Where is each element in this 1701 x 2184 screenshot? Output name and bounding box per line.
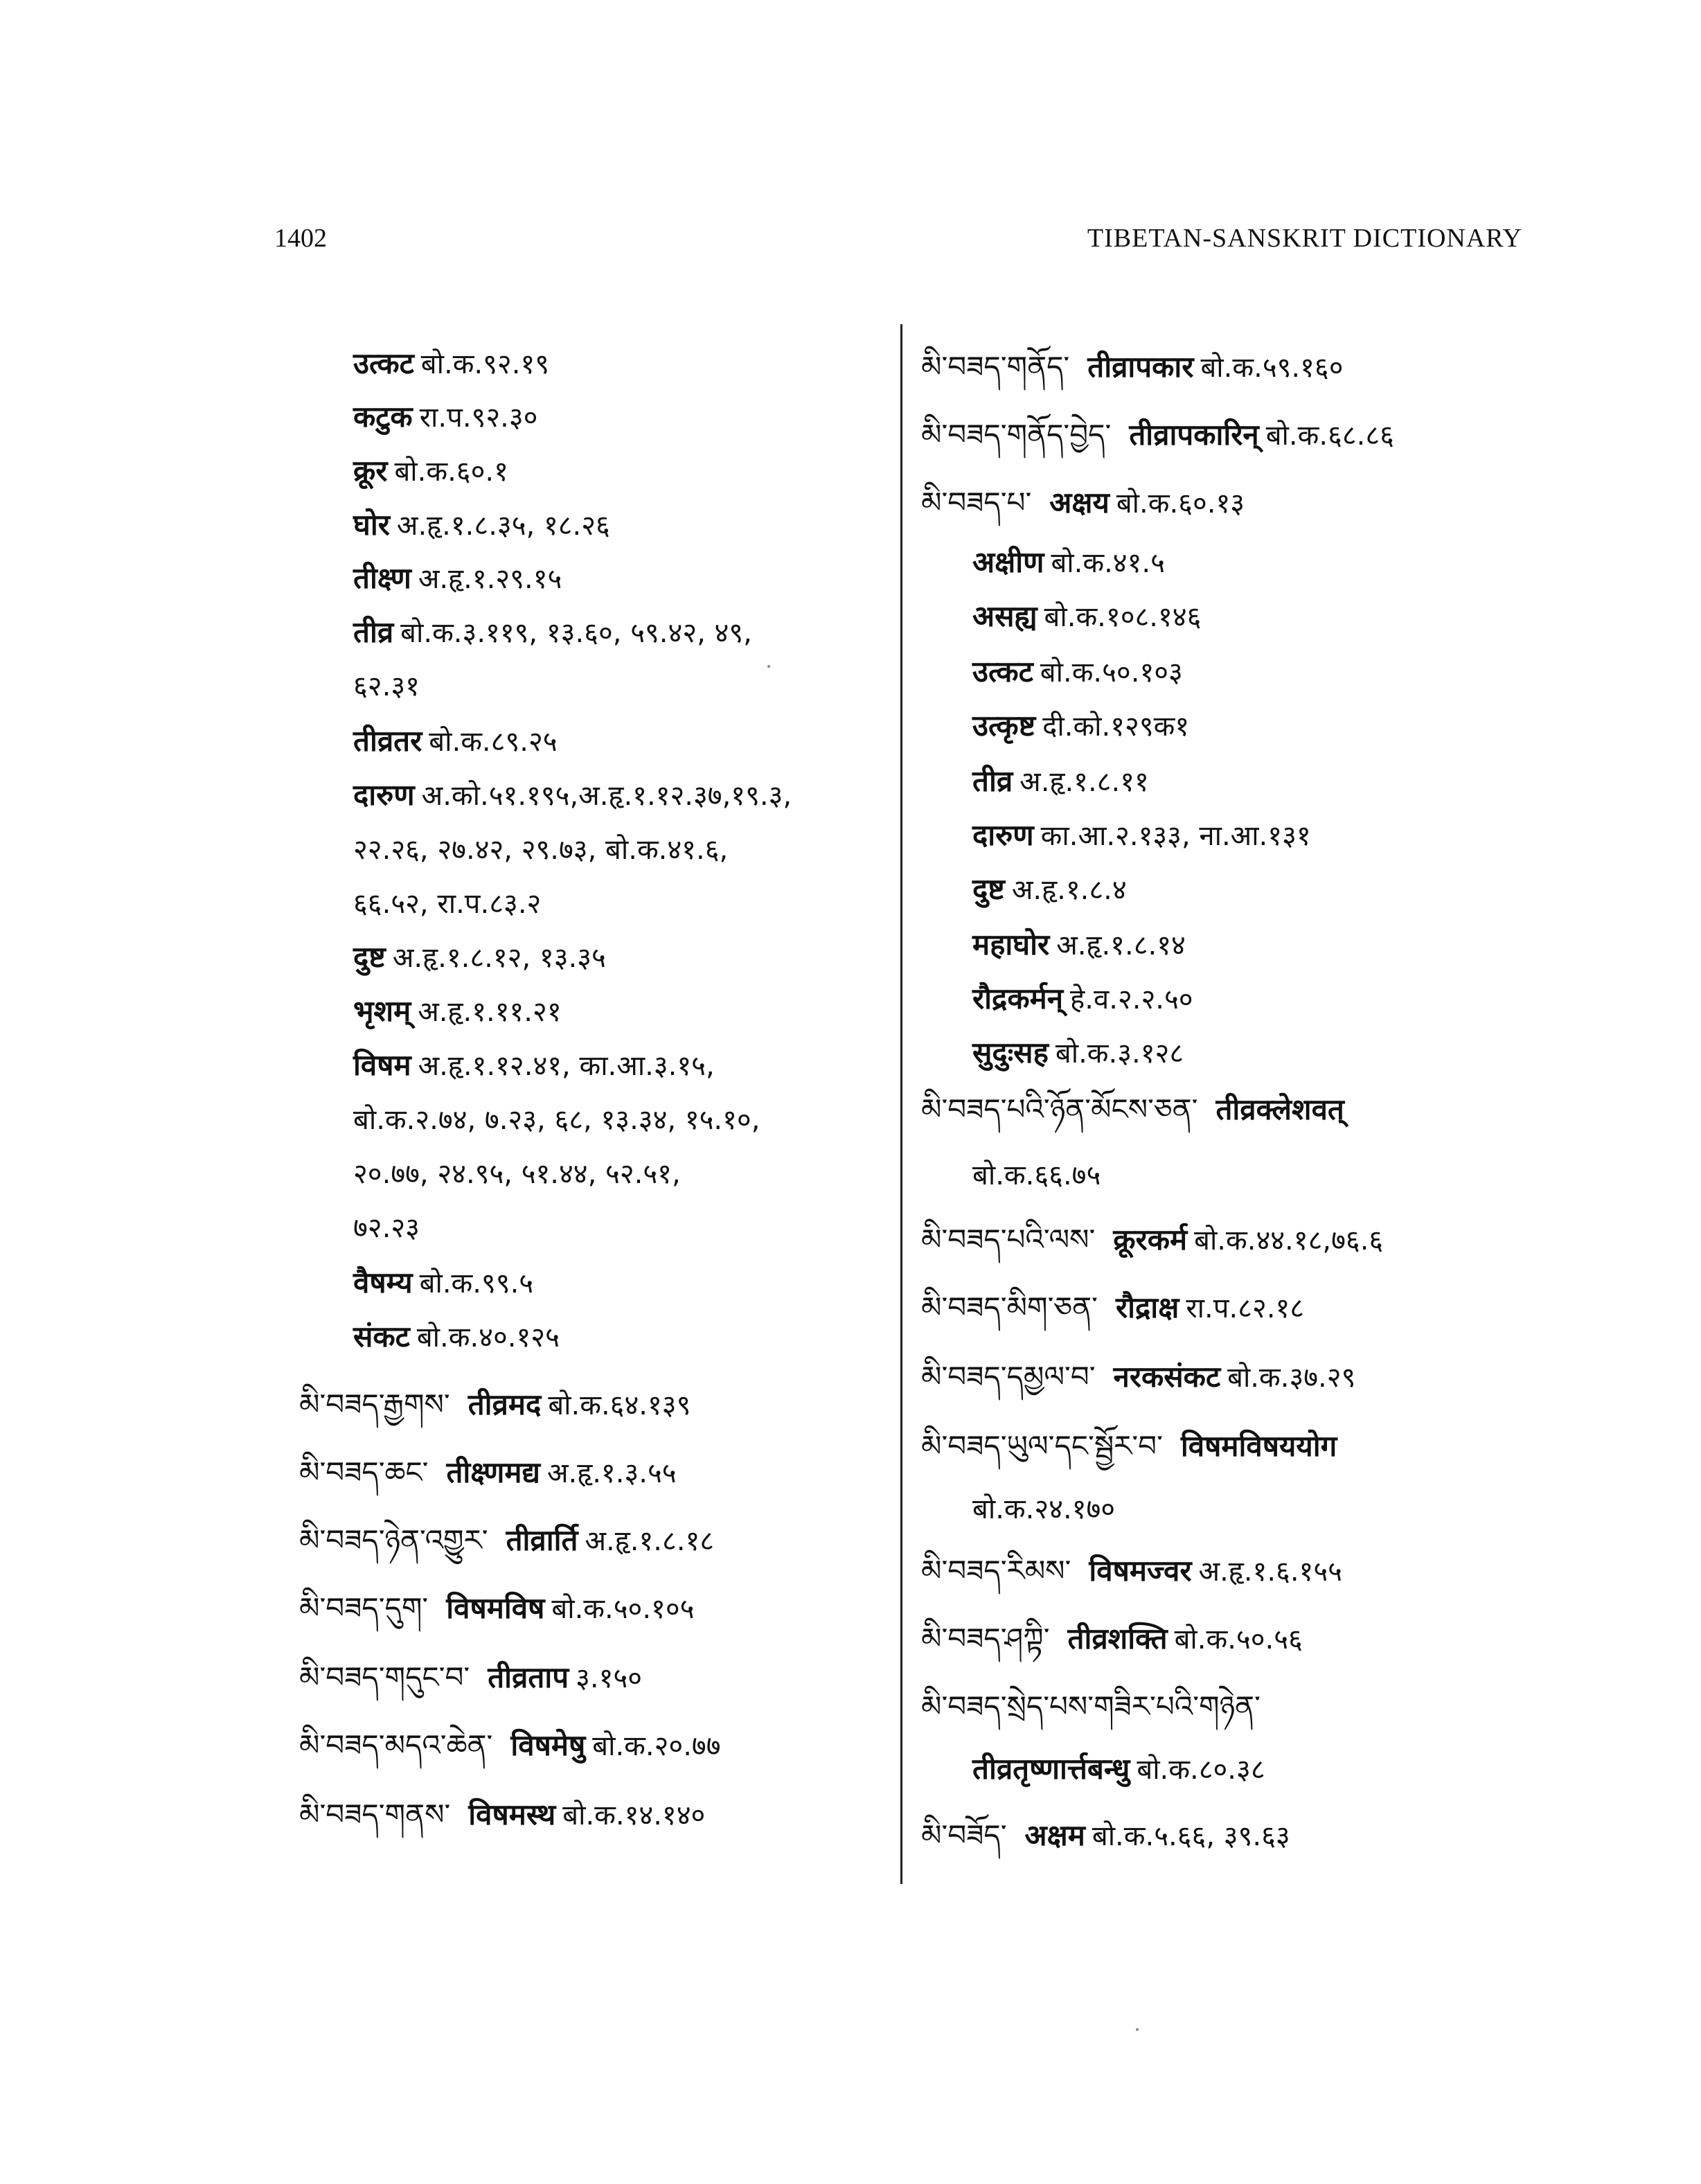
tibetan-headword: མི་བཟད་རིམས་	[921, 1554, 1071, 1588]
source-reference: का.आ.२.१३३, ना.आ.१३१	[1040, 820, 1311, 852]
dictionary-line	[972, 596, 1201, 637]
source-reference: बो.क.५९.१६०	[1200, 352, 1344, 384]
sanskrit-equivalent: विषमज्वर	[1089, 1554, 1192, 1588]
dictionary-line	[972, 869, 1127, 910]
source-reference: बो.क.९९.५	[419, 1268, 534, 1299]
dictionary-line	[353, 504, 610, 546]
tibetan-headword: མི་བཟད་དམྱལ་བ་	[921, 1360, 1096, 1394]
running-title: TIBETAN-SANSKRIT DICTIONARY	[1087, 224, 1522, 253]
source-reference: अ.हृ.१.८.११	[1019, 766, 1149, 798]
sanskrit-equivalent: रौद्रकर्मन्	[972, 982, 1064, 1015]
dictionary-line	[353, 450, 508, 492]
dictionary-line	[299, 1520, 714, 1561]
sanskrit-equivalent: विषमविषययोग	[1180, 1429, 1337, 1463]
source-reference: दी.को.१२९क१	[1042, 711, 1190, 743]
sanskrit-equivalent: कटुक	[353, 400, 413, 434]
source-reference: बो.क.९२.१९	[420, 348, 550, 380]
tibetan-headword: མི་བཟད་གནོད་	[921, 350, 1070, 384]
dictionary-line	[921, 1287, 1304, 1329]
sanskrit-equivalent: तीव्रमद	[467, 1387, 542, 1421]
dictionary-line	[299, 1657, 642, 1698]
sanskrit-equivalent: भृशम्	[353, 994, 411, 1028]
dictionary-line	[921, 1356, 1355, 1398]
dictionary-line	[921, 1618, 1303, 1660]
dictionary-line	[921, 1219, 1383, 1261]
sanskrit-equivalent: उत्कट	[972, 655, 1033, 689]
source-reference: बो.क.८०.३८	[1137, 1754, 1265, 1786]
sanskrit-equivalent: असह्य	[972, 599, 1037, 633]
dictionary-line	[353, 720, 558, 762]
source-reference: बो.क.६६.७५	[972, 1160, 1101, 1191]
dictionary-line	[972, 705, 1189, 747]
source-reference: रा.प.९२.३०	[419, 402, 538, 434]
source-reference: बो.क.४१.५	[1051, 547, 1165, 579]
tibetan-headword: མི་བཟད་ཉེན་འགྱུར་	[299, 1523, 488, 1557]
dictionary-line	[353, 1099, 760, 1140]
dictionary-line	[299, 1725, 721, 1766]
dictionary-line	[353, 1153, 681, 1194]
tibetan-headword: མི་བཟོད་	[921, 1818, 1007, 1852]
dictionary-line	[972, 542, 1165, 583]
dictionary-line	[921, 1089, 1351, 1130]
source-reference: बो.क.५०.१०३	[1040, 657, 1183, 689]
dictionary-line	[972, 1032, 1184, 1074]
source-reference: बो.क.२.७४, ७.२३, ६८, १३.३४, १५.१०,	[353, 1104, 760, 1136]
sanskrit-equivalent: विषम	[353, 1048, 411, 1082]
sanskrit-equivalent: विषमस्थ	[468, 1797, 556, 1831]
source-reference: बो.क.४०.१२५	[416, 1322, 560, 1353]
source-reference: बो.क.३.१२८	[1055, 1038, 1184, 1069]
sanskrit-equivalent: दुष्ट	[972, 872, 1005, 906]
dictionary-line	[972, 815, 1311, 856]
tibetan-headword: མི་བཟད་པ་	[921, 486, 1032, 520]
sanskrit-equivalent: अक्षम	[1024, 1818, 1085, 1852]
source-reference: बो.क.८९.२५	[429, 726, 558, 758]
source-reference: बो.क.६४.१३९	[548, 1390, 691, 1421]
sanskrit-equivalent: सुदुःसह	[972, 1036, 1049, 1069]
source-reference: अ.हृ.१.१२.४१, का.आ.३.१५,	[418, 1050, 715, 1082]
tibetan-headword: མི་བཟད་ཤཀྟི་	[921, 1622, 1050, 1655]
sanskrit-equivalent: विषमेषु	[510, 1728, 586, 1762]
source-reference: अ.को.५१.१९५,अ.हृ.१.१२.३७,१९.३,	[421, 780, 792, 812]
tibetan-headword: མི་བཟད་མིག་ཅན་	[921, 1290, 1098, 1324]
tibetan-headword: མི་བཟད་གནས་	[299, 1797, 451, 1831]
sanskrit-equivalent: तीव्रशक्ति	[1067, 1622, 1168, 1655]
dictionary-line	[353, 558, 562, 599]
source-reference: हे.व.२.२.५०	[1070, 984, 1193, 1015]
source-reference: बो.क.२०.७७	[592, 1730, 721, 1762]
source-reference: अ.हृ.१.२९.१५	[418, 563, 562, 595]
dictionary-line	[972, 1488, 1115, 1529]
source-reference: ३.१५०	[576, 1662, 642, 1694]
sanskrit-equivalent: नरकसंकट	[1113, 1360, 1221, 1394]
tibetan-headword: མི་བཟད་དུག་	[299, 1591, 429, 1625]
source-reference: ७२.२३	[353, 1212, 420, 1244]
sanskrit-equivalent: संकट	[353, 1320, 410, 1353]
dictionary-line	[921, 1686, 1279, 1728]
sanskrit-equivalent: दुष्ट	[353, 940, 386, 974]
dictionary-line	[353, 882, 541, 924]
sanskrit-equivalent: उत्कट	[353, 346, 414, 380]
tibetan-headword: མི་བཟད་པའི་ལས་	[921, 1223, 1096, 1257]
print-speck	[767, 665, 770, 668]
dictionary-line	[921, 1426, 1344, 1467]
tibetan-headword: མི་བཟད་གནོད་བྱེད་	[921, 418, 1112, 452]
column-divider	[900, 324, 902, 1884]
source-reference: बो.क.३७.२९	[1227, 1362, 1356, 1394]
sanskrit-equivalent: तीक्ष्णमद्य	[446, 1455, 540, 1489]
dictionary-line	[972, 1154, 1101, 1196]
sanskrit-equivalent: दारुण	[972, 818, 1034, 852]
dictionary-line	[921, 1815, 1290, 1856]
source-reference: अ.हृ.१.८.१२, १३.३५	[392, 942, 606, 974]
sanskrit-equivalent: तीव्र	[353, 615, 394, 649]
source-reference: रा.प.८२.१८	[1186, 1293, 1305, 1324]
sanskrit-equivalent: महाघोर	[972, 927, 1050, 961]
source-reference: अ.हृ.१.८.१८	[585, 1525, 715, 1557]
page-header	[274, 223, 1522, 265]
source-reference: बो.क.१०८.१४६	[1044, 601, 1202, 633]
source-reference: बो.क.२४.१७०	[972, 1493, 1116, 1525]
dictionary-line	[299, 1452, 677, 1493]
sanskrit-equivalent: तीव्रताप	[488, 1660, 569, 1694]
dictionary-line	[353, 1045, 715, 1086]
dictionary-line	[353, 665, 420, 707]
sanskrit-equivalent: तीव्रतर	[353, 724, 422, 758]
source-reference: अ.हृ.१.६.१५५	[1198, 1556, 1342, 1588]
sanskrit-equivalent: घोर	[353, 508, 390, 542]
source-reference: बो.क.६८.८६	[1265, 420, 1394, 452]
source-reference: बो.क.५०.१०५	[551, 1593, 695, 1625]
print-speck	[1136, 2028, 1139, 2031]
sanskrit-equivalent: रौद्राक्ष	[1115, 1290, 1179, 1324]
dictionary-line	[921, 482, 1245, 524]
source-reference: बो.क.१४.१४०	[562, 1800, 706, 1831]
dictionary-line	[353, 1207, 420, 1248]
dictionary-line	[353, 343, 549, 384]
source-reference: बो.क.५०.५६	[1174, 1624, 1303, 1655]
dictionary-line	[921, 414, 1394, 456]
tibetan-headword: མི་བཟད་རྒྱགས་	[299, 1387, 450, 1421]
source-reference: २२.२६, २७.४२, २९.७३, बो.क.४१.६,	[353, 834, 729, 866]
sanskrit-equivalent: क्रूरकर्म	[1113, 1223, 1188, 1257]
sanskrit-equivalent: विषमविष	[446, 1591, 545, 1625]
sanskrit-equivalent: तीव्रापकार	[1087, 350, 1194, 384]
dictionary-line	[299, 1384, 691, 1426]
dictionary-line	[353, 1316, 560, 1358]
dictionary-line	[299, 1588, 694, 1629]
source-reference: बो.क.६०.१३	[1116, 488, 1245, 520]
sanskrit-equivalent: अक्षय	[1049, 486, 1110, 520]
dictionary-line	[972, 651, 1183, 693]
sanskrit-equivalent: तीक्ष्ण	[353, 561, 411, 595]
tibetan-headword: མི་བཟད་གདུང་བ་	[299, 1660, 470, 1694]
sanskrit-equivalent: तीव्रतृष्णार्त्तबन्धु	[972, 1752, 1130, 1786]
dictionary-line	[972, 761, 1149, 802]
dictionary-line	[921, 346, 1344, 388]
dictionary-line	[353, 774, 792, 816]
dictionary-line	[921, 1550, 1342, 1592]
dictionary-line	[353, 936, 606, 978]
source-reference: अ.हृ.१.८.४	[1011, 874, 1127, 906]
dictionary-line	[353, 1262, 533, 1304]
source-reference: बो.क.३.११९, १३.६०, ५९.४२, ४९,	[400, 617, 752, 649]
dictionary-line	[353, 612, 752, 653]
dictionary-line	[353, 396, 537, 438]
page-number: 1402	[274, 224, 327, 253]
dictionary-line	[972, 924, 1186, 966]
source-reference: ६२.३१	[353, 671, 420, 702]
source-reference: अ.हृ.१.३.५५	[546, 1457, 677, 1489]
source-reference: २०.७७, २४.९५, ५१.४४, ५२.५१,	[353, 1158, 681, 1190]
tibetan-headword: མི་བཟད་ཆང་	[299, 1455, 429, 1489]
source-reference: अ.हृ.१.८.१४	[1056, 930, 1186, 961]
tibetan-headword: མི་བཟད་པའི་ཉོན་མོངས་ཅན་	[921, 1092, 1198, 1126]
tibetan-headword: མི་བཟད་མདའ་ཆེན་	[299, 1728, 493, 1762]
sanskrit-equivalent: उत्कृष्ट	[972, 709, 1036, 743]
dictionary-line	[299, 1794, 705, 1836]
sanskrit-equivalent: क्रूर	[353, 454, 388, 488]
dictionary-line	[353, 828, 728, 870]
source-reference: बो.क.४४.१८,७६.६	[1194, 1225, 1384, 1257]
source-reference: बो.क.५.६६, ३९.६३	[1092, 1820, 1290, 1852]
sanskrit-equivalent: तीव्रार्ति	[506, 1523, 578, 1557]
source-reference: ६६.५२, रा.प.८३.२	[353, 888, 542, 920]
sanskrit-equivalent: अक्षीण	[972, 545, 1044, 579]
sanskrit-equivalent: दारुण	[353, 778, 415, 812]
source-reference: बो.क.६०.१	[394, 456, 508, 488]
sanskrit-equivalent: वैषम्य	[353, 1266, 413, 1299]
source-reference: अ.हृ.१.८.३५, १८.२६	[396, 510, 610, 542]
sanskrit-equivalent: तीव्रक्लेशवत्	[1215, 1092, 1344, 1126]
source-reference: अ.हृ.१.११.२१	[418, 996, 562, 1028]
sanskrit-equivalent: तीव्रापकारिन्	[1129, 418, 1259, 452]
tibetan-headword: མི་བཟད་སྲེད་པས་གཟིར་པའི་གཉེན་	[921, 1689, 1261, 1723]
tibetan-headword: མི་བཟད་ཡུལ་དང་སྦྱོར་བ་	[921, 1429, 1163, 1463]
dictionary-line	[353, 991, 562, 1032]
sanskrit-equivalent: तीव्र	[972, 764, 1013, 798]
dictionary-line	[972, 1748, 1265, 1790]
dictionary-line	[972, 978, 1193, 1020]
